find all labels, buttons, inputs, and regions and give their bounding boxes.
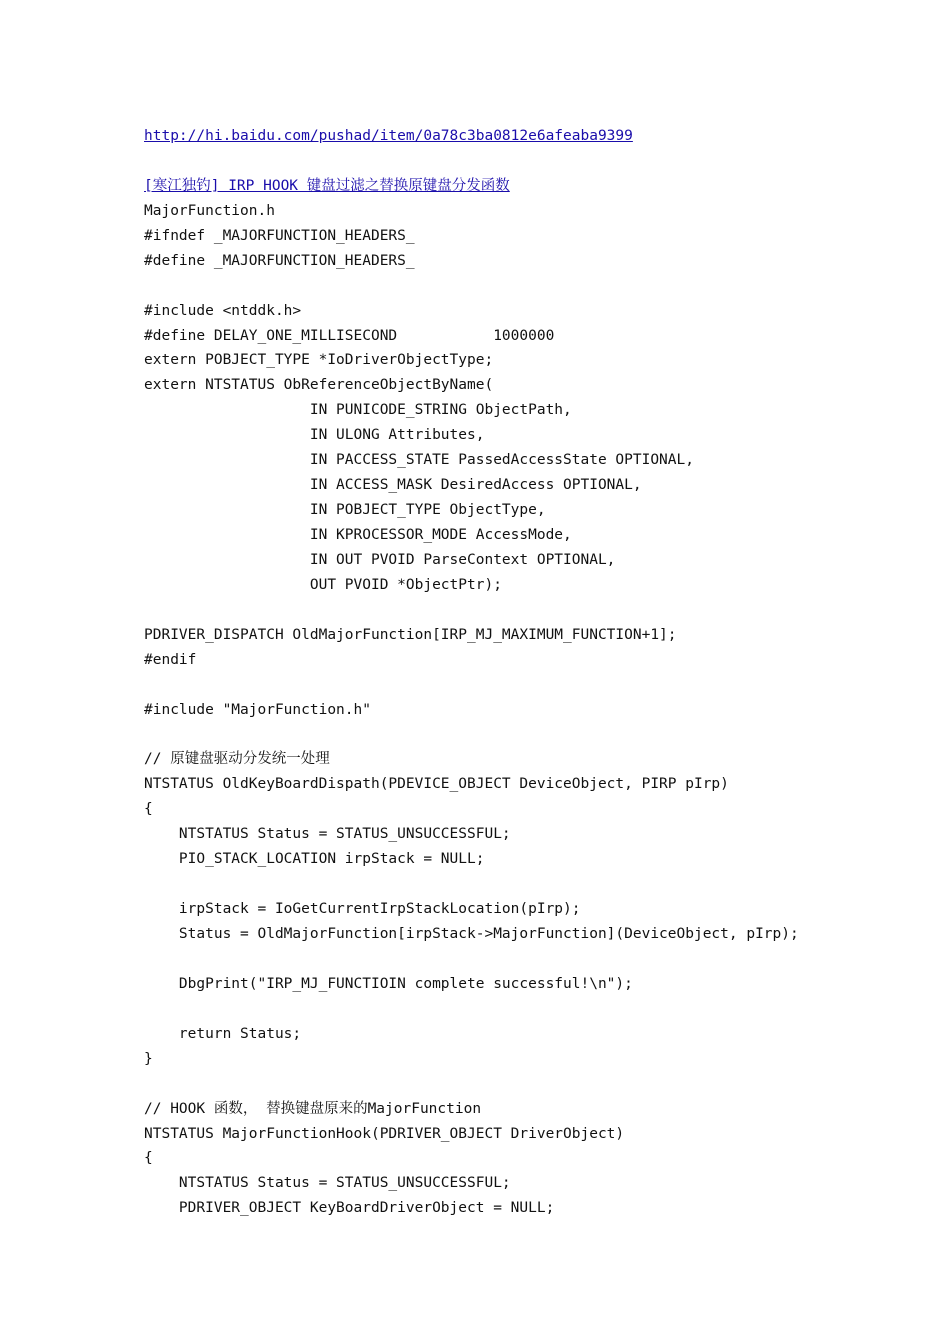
code-line: MajorFunction.h	[144, 202, 275, 219]
code-line: OUT PVOID *ObjectPtr);	[144, 576, 502, 593]
code-line: #include "MajorFunction.h"	[144, 701, 371, 718]
code-line: Status = OldMajorFunction[irpStack->MajorFunction](DeviceObject, pIrp);	[144, 926, 799, 942]
code-line: irpStack = IoGetCurrentIrpStackLocation(pIrp);	[144, 901, 581, 918]
code-line	[144, 947, 924, 972]
code-line: IN ACCESS_MASK DesiredAccess OPTIONAL,	[144, 477, 642, 494]
code-line: {	[144, 1150, 153, 1167]
code-line: #define _MAJORFUNCTION_HEADERS_	[144, 252, 415, 269]
code-line: {	[144, 801, 153, 818]
code-line: IN PACCESS_STATE PassedAccessState OPTIONAL,	[144, 452, 694, 469]
code-line: NTSTATUS Status = STATUS_UNSUCCESSFUL;	[144, 1175, 511, 1192]
code-line: extern NTSTATUS ObReferenceObjectByName(	[144, 377, 494, 394]
source-url-link[interactable]: http://hi.baidu.com/pushad/item/0a78c3ba0812e6afeaba9399	[144, 128, 633, 144]
code-line: #endif	[144, 651, 197, 668]
article-title-link[interactable]: [寒江独钓] IRP HOOK 键盘过滤之替换原键盘分发函数	[144, 177, 510, 194]
code-line	[144, 274, 924, 299]
code-line: return Status;	[144, 1025, 302, 1042]
code-line: }	[144, 1050, 153, 1067]
code-line: IN PUNICODE_STRING ObjectPath,	[144, 402, 572, 419]
code-line: IN ULONG Attributes,	[144, 427, 485, 444]
code-line: DbgPrint("IRP_MJ_FUNCTIOIN complete successful!\n");	[144, 975, 633, 992]
code-line	[144, 872, 924, 897]
code-line: NTSTATUS OldKeyBoardDispath(PDEVICE_OBJECT DeviceObject, PIRP pIrp)	[144, 776, 729, 793]
code-line: IN POBJECT_TYPE ObjectType,	[144, 502, 546, 519]
code-line: PIO_STACK_LOCATION irpStack = NULL;	[144, 851, 485, 868]
code-line: // HOOK 函数， 替换键盘原来的MajorFunction	[144, 1100, 482, 1117]
code-line: IN OUT PVOID ParseContext OPTIONAL,	[144, 551, 616, 568]
code-line: #ifndef _MAJORFUNCTION_HEADERS_	[144, 227, 415, 244]
code-line: IN KPROCESSOR_MODE AccessMode,	[144, 527, 572, 543]
code-line	[144, 673, 924, 698]
article-title-line	[144, 174, 924, 199]
code-line	[144, 1072, 924, 1097]
code-line: extern POBJECT_TYPE *IoDriverObjectType;	[144, 352, 494, 369]
document-content	[144, 124, 924, 1221]
code-line: NTSTATUS Status = STATUS_UNSUCCESSFUL;	[144, 826, 511, 843]
code-line	[144, 598, 924, 623]
code-line: PDRIVER_OBJECT KeyBoardDriverObject = NULL;	[144, 1200, 555, 1217]
code-line: #include <ntddk.h>	[144, 302, 302, 319]
code-line: #define DELAY_ONE_MILLISECOND 1000000	[144, 327, 555, 344]
blank-line	[144, 149, 924, 174]
code-line	[144, 997, 924, 1022]
code-block	[144, 199, 924, 1221]
source-url-line	[144, 124, 924, 149]
code-line: PDRIVER_DISPATCH OldMajorFunction[IRP_MJ_MAXIMUM_FUNCTION+1];	[144, 626, 677, 643]
code-line: NTSTATUS MajorFunctionHook(PDRIVER_OBJECT DriverObject)	[144, 1125, 625, 1142]
code-line	[144, 723, 924, 748]
code-line: // 原键盘驱动分发统一处理	[144, 751, 330, 768]
